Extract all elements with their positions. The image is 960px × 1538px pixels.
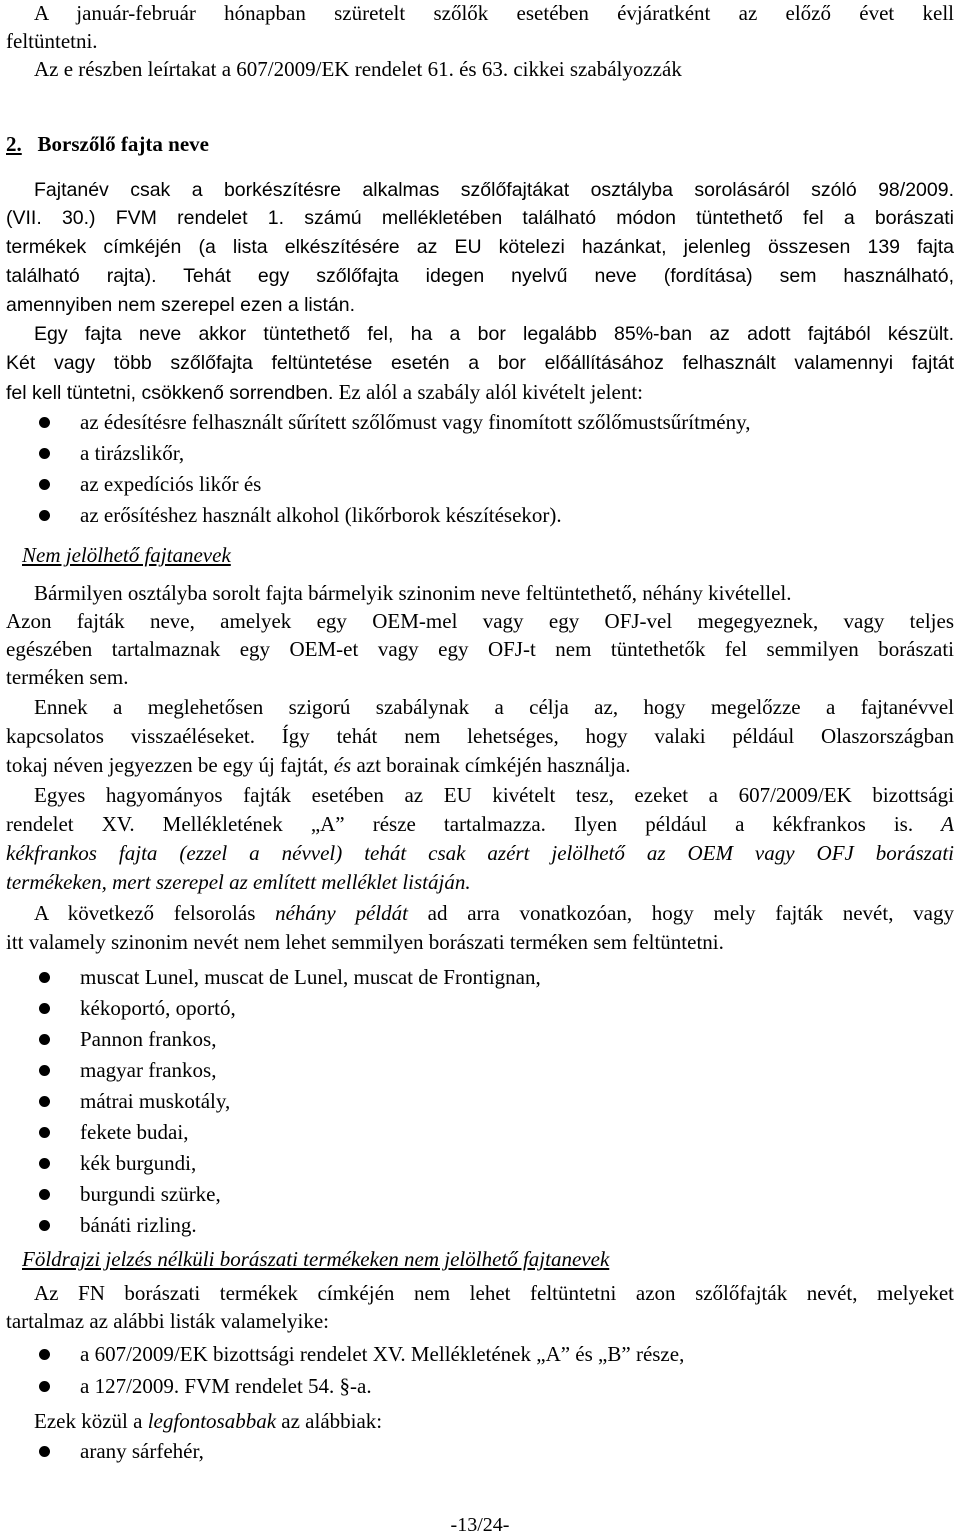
paragraph-line: Ennek a meglehetősen szigorú szabálynak a célja az, hogy megelőzze a fajtanévvel xyxy=(34,695,954,719)
paragraph-line: Egyes hagyományos fajták esetében az EU kivételt tesz, ezeket a 607/2009/EK bizottsági xyxy=(34,783,954,807)
paragraph-line: Egy fajta neve akkor tüntethető fel, ha a bor legalább 85%-ban az adott fajtából készült. xyxy=(34,323,954,345)
paragraph-line: található rajta). Tehát egy szőlőfajta idegen nyelvű neve (fordítása) sem használható, xyxy=(6,265,954,287)
paragraph-line: A következő felsorolás néhány példát ad arra vonatkozóan, hogy mely fajták nevét, vagy xyxy=(34,901,954,925)
bullet-icon xyxy=(39,972,50,983)
paragraph-line: A január-február hónapban szüretelt szőlők esetében évjáratként az előző évet kell xyxy=(34,1,954,25)
list-item: kékoportó, oportó, xyxy=(80,996,236,1020)
bullet-icon xyxy=(39,1003,50,1014)
paragraph-line: kékfrankos fajta (ezzel a névvel) tehát csak azért jelölhető az OEM vagy OFJ borászati xyxy=(6,841,954,865)
paragraph-line: termékeken, mert szerepel az említett melléklet listáján. xyxy=(6,870,471,894)
paragraph-line: Ezek közül a legfontosabbak az alábbiak: xyxy=(34,1409,383,1433)
list-item: Pannon frankos, xyxy=(80,1027,217,1051)
bullet-icon xyxy=(39,1189,50,1200)
list-item: kék burgundi, xyxy=(80,1151,197,1175)
list-item: bánáti rizling. xyxy=(80,1213,197,1237)
bullet-icon xyxy=(39,1127,50,1138)
bullet-icon xyxy=(39,417,50,428)
list-item: az édesítésre felhasznált sűrített szőlőmust vagy finomított szőlőmustsűrítmény, xyxy=(80,410,751,434)
subheading: Földrajzi jelzés nélküli borászati termékeken nem jelölhető fajtanevek xyxy=(22,1247,610,1271)
list-item: a 127/2009. FVM rendelet 54. §-a. xyxy=(80,1374,372,1398)
subheading: Nem jelölhető fajtanevek xyxy=(22,543,231,567)
bullet-icon xyxy=(39,479,50,490)
bullet-icon xyxy=(39,1065,50,1076)
paragraph-line: terméken sem. xyxy=(6,665,129,689)
bullet-icon xyxy=(39,1446,50,1457)
section-heading xyxy=(6,130,954,158)
paragraph-line: kapcsolatos visszaéléseket. Így tehát nem lehetséges, hogy valaki például Olaszországban xyxy=(6,724,954,748)
bullet-icon xyxy=(39,1349,50,1360)
paragraph-line: tartalmaz az alábbi listák valamelyike: xyxy=(6,1309,330,1333)
paragraph-line: (VII. 30.) FVM rendelet 1. számú mellékletében található módon tüntethető fel a borászati xyxy=(6,207,954,229)
paragraph-line: termékek címkéjén (a lista elkészítésére az EU kötelezi hazánkat, jelenleg összesen 139 fajta xyxy=(6,236,954,258)
bullet-icon xyxy=(39,1096,50,1107)
paragraph-line: feltüntetni. xyxy=(6,29,98,53)
paragraph-line: Az FN borászati termékek címkéjén nem lehet feltüntetni azon szőlőfajták nevét, melyeket xyxy=(34,1281,954,1305)
list-item: az expedíciós likőr és xyxy=(80,472,262,496)
bullet-icon xyxy=(39,1220,50,1231)
paragraph-line: Azon fajták neve, amelyek egy OEM-mel vagy egy OFJ-vel megegyeznek, vagy teljes xyxy=(6,609,954,633)
paragraph-line: rendelet XV. Mellékletének „A” része tartalmazza. Ilyen például a kékfrankos is. A xyxy=(6,812,954,836)
paragraph-line: egészében tartalmaznak egy OEM-et vagy egy OFJ-t nem tüntethetők fel semmilyen borászati xyxy=(6,637,954,661)
bullet-icon xyxy=(39,1381,50,1392)
paragraph-line: Az e részben leírtakat a 607/2009/EK rendelet 61. és 63. cikkei szabályozzák xyxy=(34,57,682,81)
list-item: a 607/2009/EK bizottsági rendelet XV. Mellékletének „A” és „B” része, xyxy=(80,1342,685,1366)
paragraph-line: Két vagy több szőlőfajta feltüntetése esetén a bor előállításához felhasznált valamennyi fajtát xyxy=(6,352,954,374)
paragraph-line: amennyiben nem szerepel ezen a listán. xyxy=(6,294,356,316)
section-number: 2. xyxy=(6,132,22,156)
paragraph-line: itt valamely szinonim nevét nem lehet semmilyen borászati terméken sem feltüntetni. xyxy=(6,930,724,954)
page-number: -13/24- xyxy=(450,1514,510,1536)
list-item: fekete budai, xyxy=(80,1120,189,1144)
list-item: magyar frankos, xyxy=(80,1058,217,1082)
section-title: Borszőlő fajta neve xyxy=(37,132,209,156)
bullet-icon xyxy=(39,510,50,521)
paragraph-line: Bármilyen osztályba sorolt fajta bármelyik szinonim neve feltüntethető, néhány kivétellel. xyxy=(34,581,792,605)
list-item: mátrai muskotály, xyxy=(80,1089,231,1113)
bullet-icon xyxy=(39,1158,50,1169)
paragraph-line: fel kell tüntetni, csökkenő sorrendben. Ez alól a szabály alól kivételt jelent: xyxy=(6,380,643,404)
list-item: arany sárfehér, xyxy=(80,1439,204,1463)
list-item: az erősítéshez használt alkohol (likőrborok készítésekor). xyxy=(80,503,562,527)
list-item: burgundi szürke, xyxy=(80,1182,221,1206)
list-item: muscat Lunel, muscat de Lunel, muscat de Frontignan, xyxy=(80,965,541,989)
bullet-icon xyxy=(39,448,50,459)
paragraph-line: Fajtanév csak a borkészítésre alkalmas szőlőfajtákat osztályba sorolásáról szóló 98/2009. xyxy=(34,179,954,201)
paragraph-line: tokaj néven jegyezzen be egy új fajtát, és azt borainak címkéjén használja. xyxy=(6,753,631,777)
list-item: a tirázslikőr, xyxy=(80,441,185,465)
bullet-icon xyxy=(39,1034,50,1045)
